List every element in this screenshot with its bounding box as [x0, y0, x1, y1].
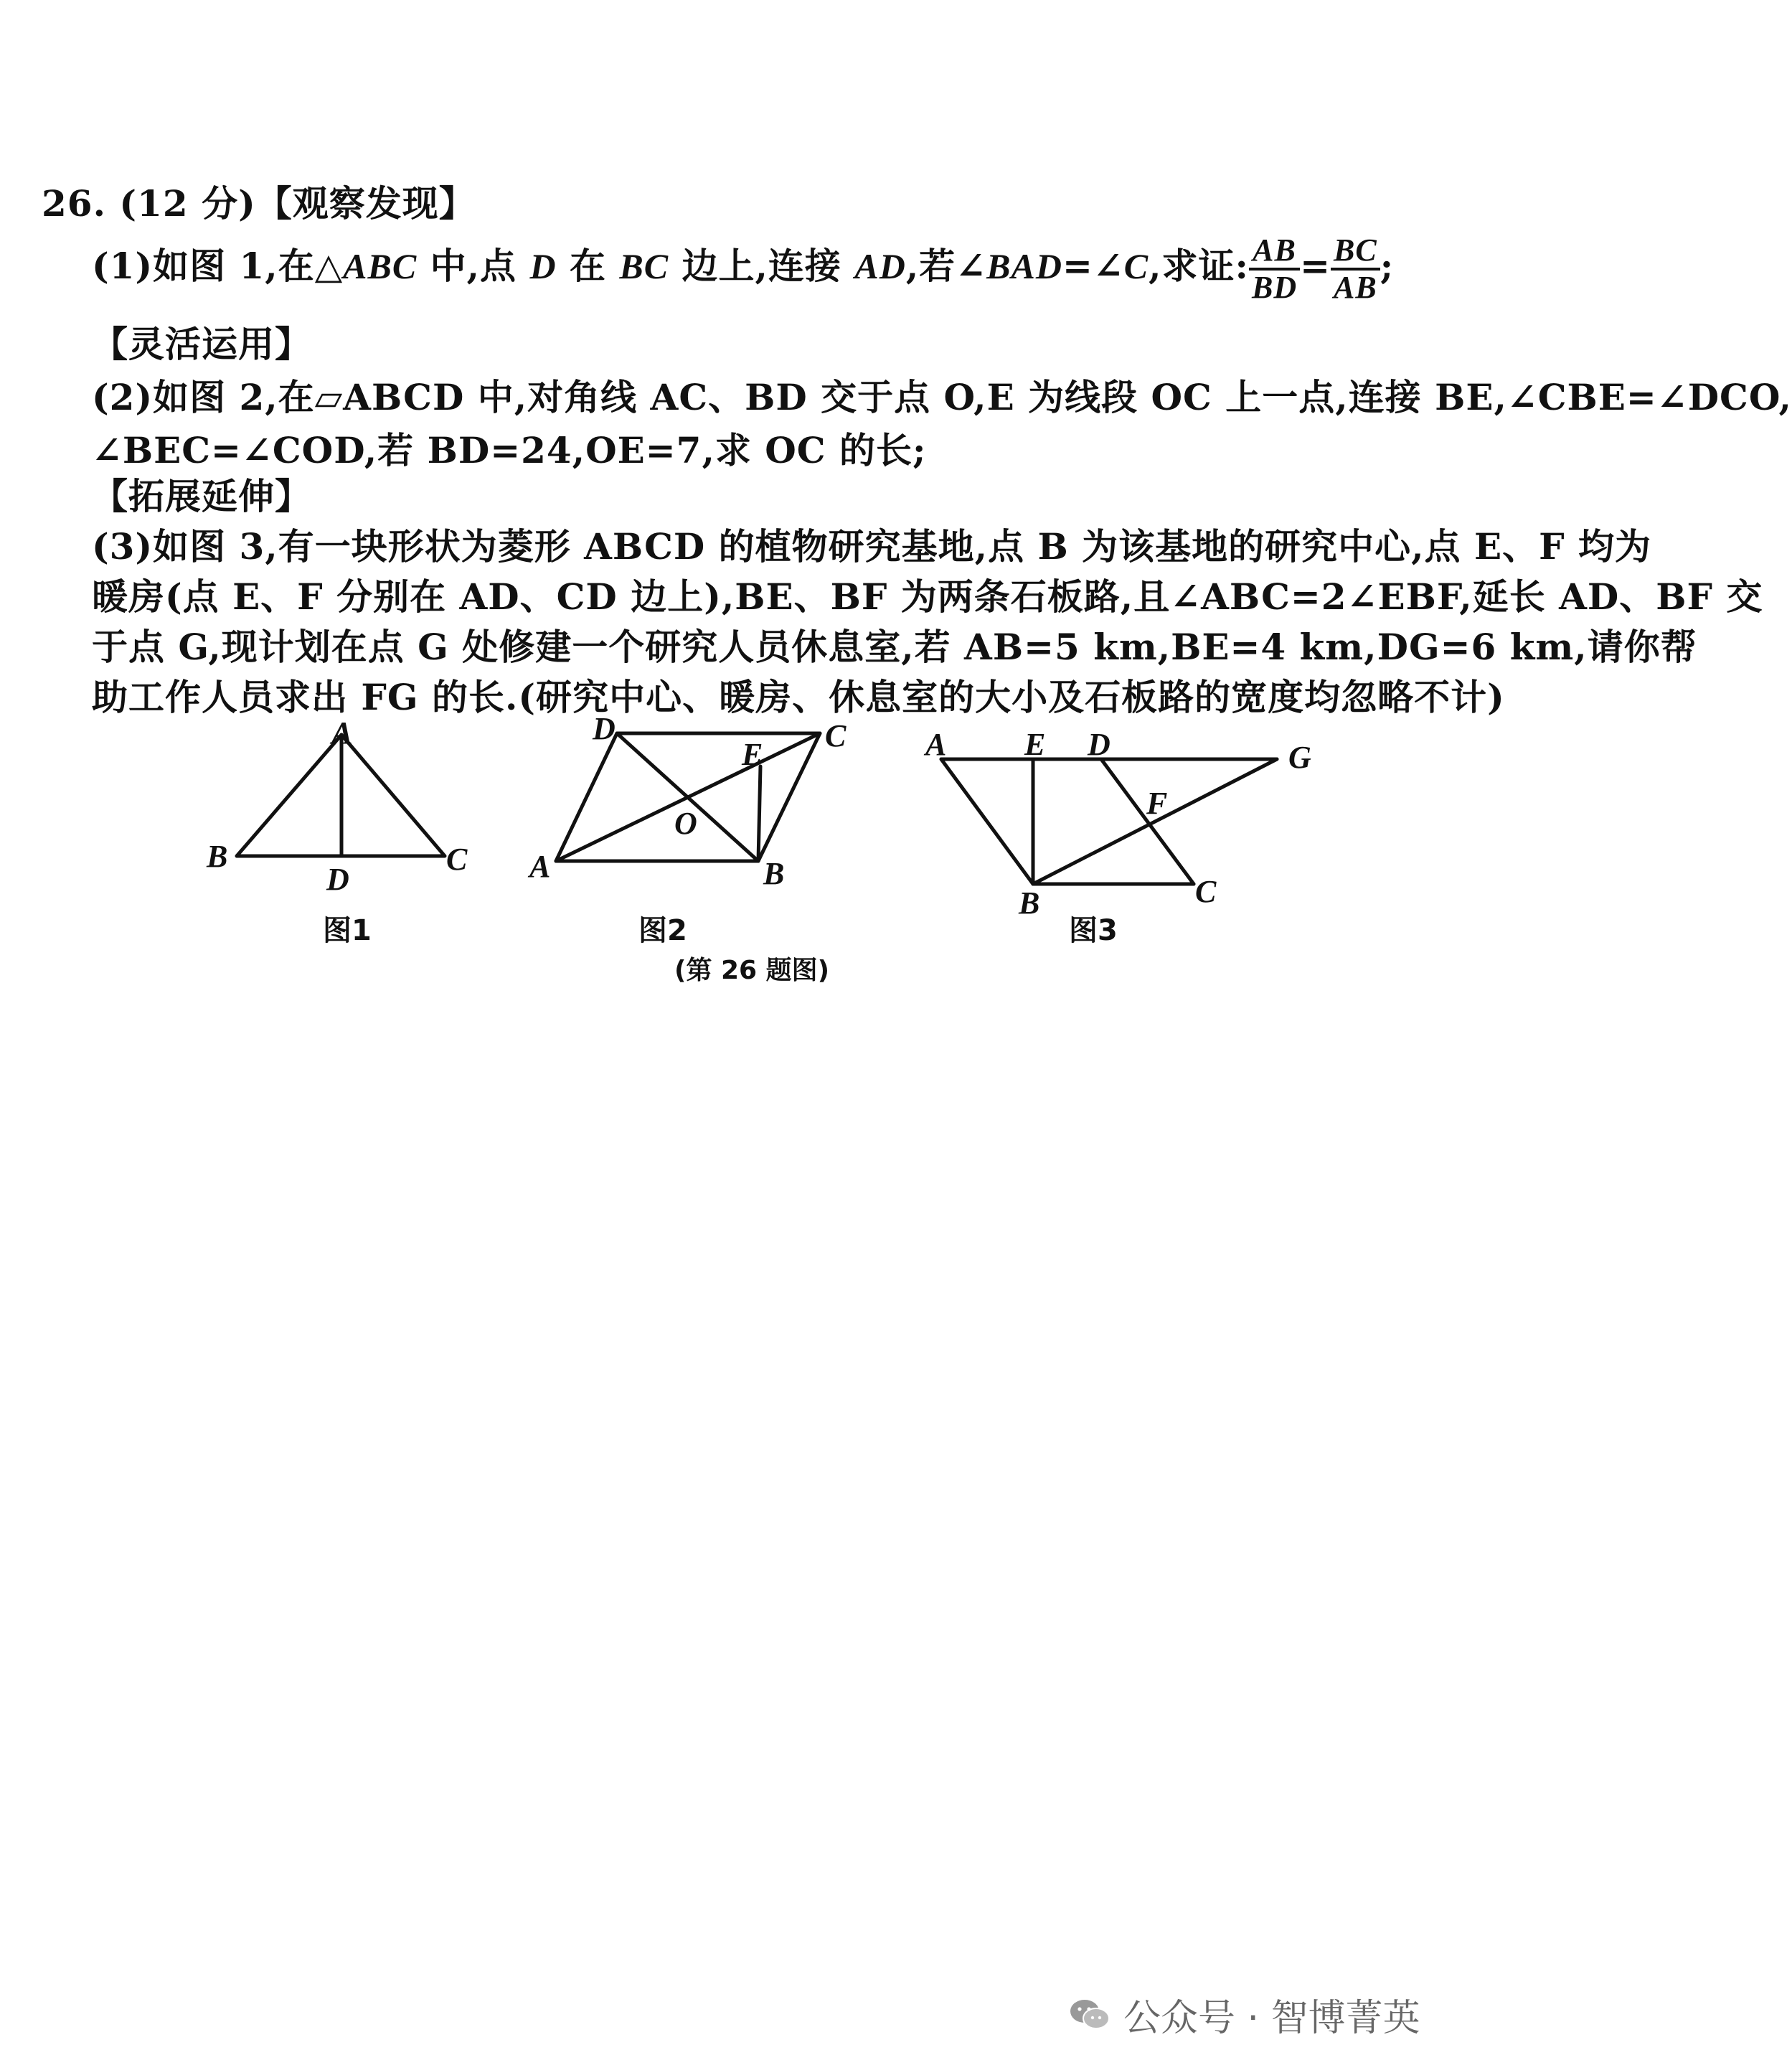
fig1-label-a: A — [331, 715, 353, 751]
footer-text: 公众号 · 智博菁英 — [1123, 1997, 1420, 2040]
part1-text: 边上,连接 — [669, 245, 855, 287]
angle-c: C — [1123, 246, 1149, 286]
section-title-observe: 【观察发现】 — [255, 182, 476, 225]
part2-line-2: ∠BEC=∠COD,若 BD=24,OE=7,求 OC 的长; — [92, 429, 927, 471]
line-bg — [1033, 759, 1277, 884]
fig2-label-o: O — [674, 806, 697, 841]
part1-text: ,若∠ — [905, 245, 987, 287]
part3-line-4: 助工作人员求出 FG 的长.(研究中心、暖房、休息室的大小及石板路的宽度均忽略不计) — [92, 676, 1505, 718]
question-number: 26. — [42, 182, 106, 225]
fig1-label-c: C — [446, 842, 468, 877]
fig2-label-a: A — [529, 849, 551, 884]
segment-ad: AD — [854, 246, 906, 286]
side-dc — [1101, 759, 1194, 884]
footer-watermark — [1069, 1988, 1420, 2041]
fig2-label-e: E — [742, 737, 763, 772]
figures-svg — [0, 0, 1518, 1005]
section-title-apply: 【灵活运用】 — [92, 323, 311, 365]
part3-line-1: (3)如图 3,有一块形状为菱形 ABCD 的植物研究基地,点 B 为该基地的研究中心,点 E、F 均为 — [92, 525, 1651, 568]
fig2-label-d: D — [593, 711, 616, 746]
fraction-denominator: AB — [1334, 270, 1377, 305]
fig3-label-a: A — [925, 727, 947, 762]
question-score: (12 分) — [119, 182, 256, 225]
fig1-label-d: D — [326, 862, 349, 897]
equals-sign: = — [1300, 245, 1331, 287]
fraction-numerator: BC — [1331, 233, 1380, 271]
section-title-extend: 【拓展延伸】 — [92, 475, 311, 517]
wechat-icon — [1069, 1998, 1110, 2031]
part1-text: =∠ — [1062, 245, 1124, 287]
fig3-label-e: E — [1024, 727, 1046, 762]
fig2-label-c: C — [825, 718, 847, 753]
part1-text: ,求证: — [1149, 245, 1249, 287]
side-ab — [941, 759, 1033, 884]
fig3-label-d: D — [1088, 727, 1110, 762]
fig3-label-g: G — [1288, 740, 1311, 775]
fig3-label-c: C — [1195, 874, 1217, 909]
figures-caption: (第 26 题图) — [674, 956, 830, 985]
fig1-caption: 图1 — [323, 914, 372, 947]
fig3-caption: 图3 — [1069, 914, 1118, 947]
figure-2 — [556, 733, 820, 861]
fig2-caption: 图2 — [638, 914, 687, 947]
point-d: D — [529, 246, 557, 286]
fig1-label-b: B — [207, 839, 228, 874]
segment-bc: BC — [619, 246, 669, 286]
part3-line-2: 暖房(点 E、F 分别在 AD、CD 边上),BE、BF 为两条石板路,且∠ABC=2∠EBF,延长 AD、BF 交 — [92, 575, 1763, 618]
fig3-label-b: B — [1019, 885, 1040, 921]
part3-line-3: 于点 G,现计划在点 G 处修建一个研究人员休息室,若 AB=5 km,BE=4 km,DG=6 km,请你帮 — [92, 626, 1697, 668]
diagonal-bd — [617, 733, 758, 861]
part1-text: 中,点 — [417, 245, 530, 287]
figure-1 — [237, 735, 445, 856]
fig3-label-f: F — [1146, 786, 1168, 821]
part1-text: (1)如图 1,在 — [92, 245, 315, 287]
fraction-denominator: BD — [1251, 270, 1298, 305]
part1-end: ; — [1380, 245, 1395, 287]
part2-line-1: (2)如图 2,在▱ABCD 中,对角线 AC、BD 交于点 O,E 为线段 OC 上一点,连接 BE,∠CBE=∠DCO, — [92, 376, 1792, 418]
fraction-numerator: AB — [1249, 233, 1300, 271]
triangle-abc: △ABC — [314, 246, 418, 286]
part1-text: 在 — [556, 245, 620, 287]
segment-be — [758, 766, 760, 861]
figure-3 — [941, 759, 1277, 884]
angle-bad: BAD — [986, 246, 1062, 286]
fig2-label-b: B — [763, 856, 785, 891]
